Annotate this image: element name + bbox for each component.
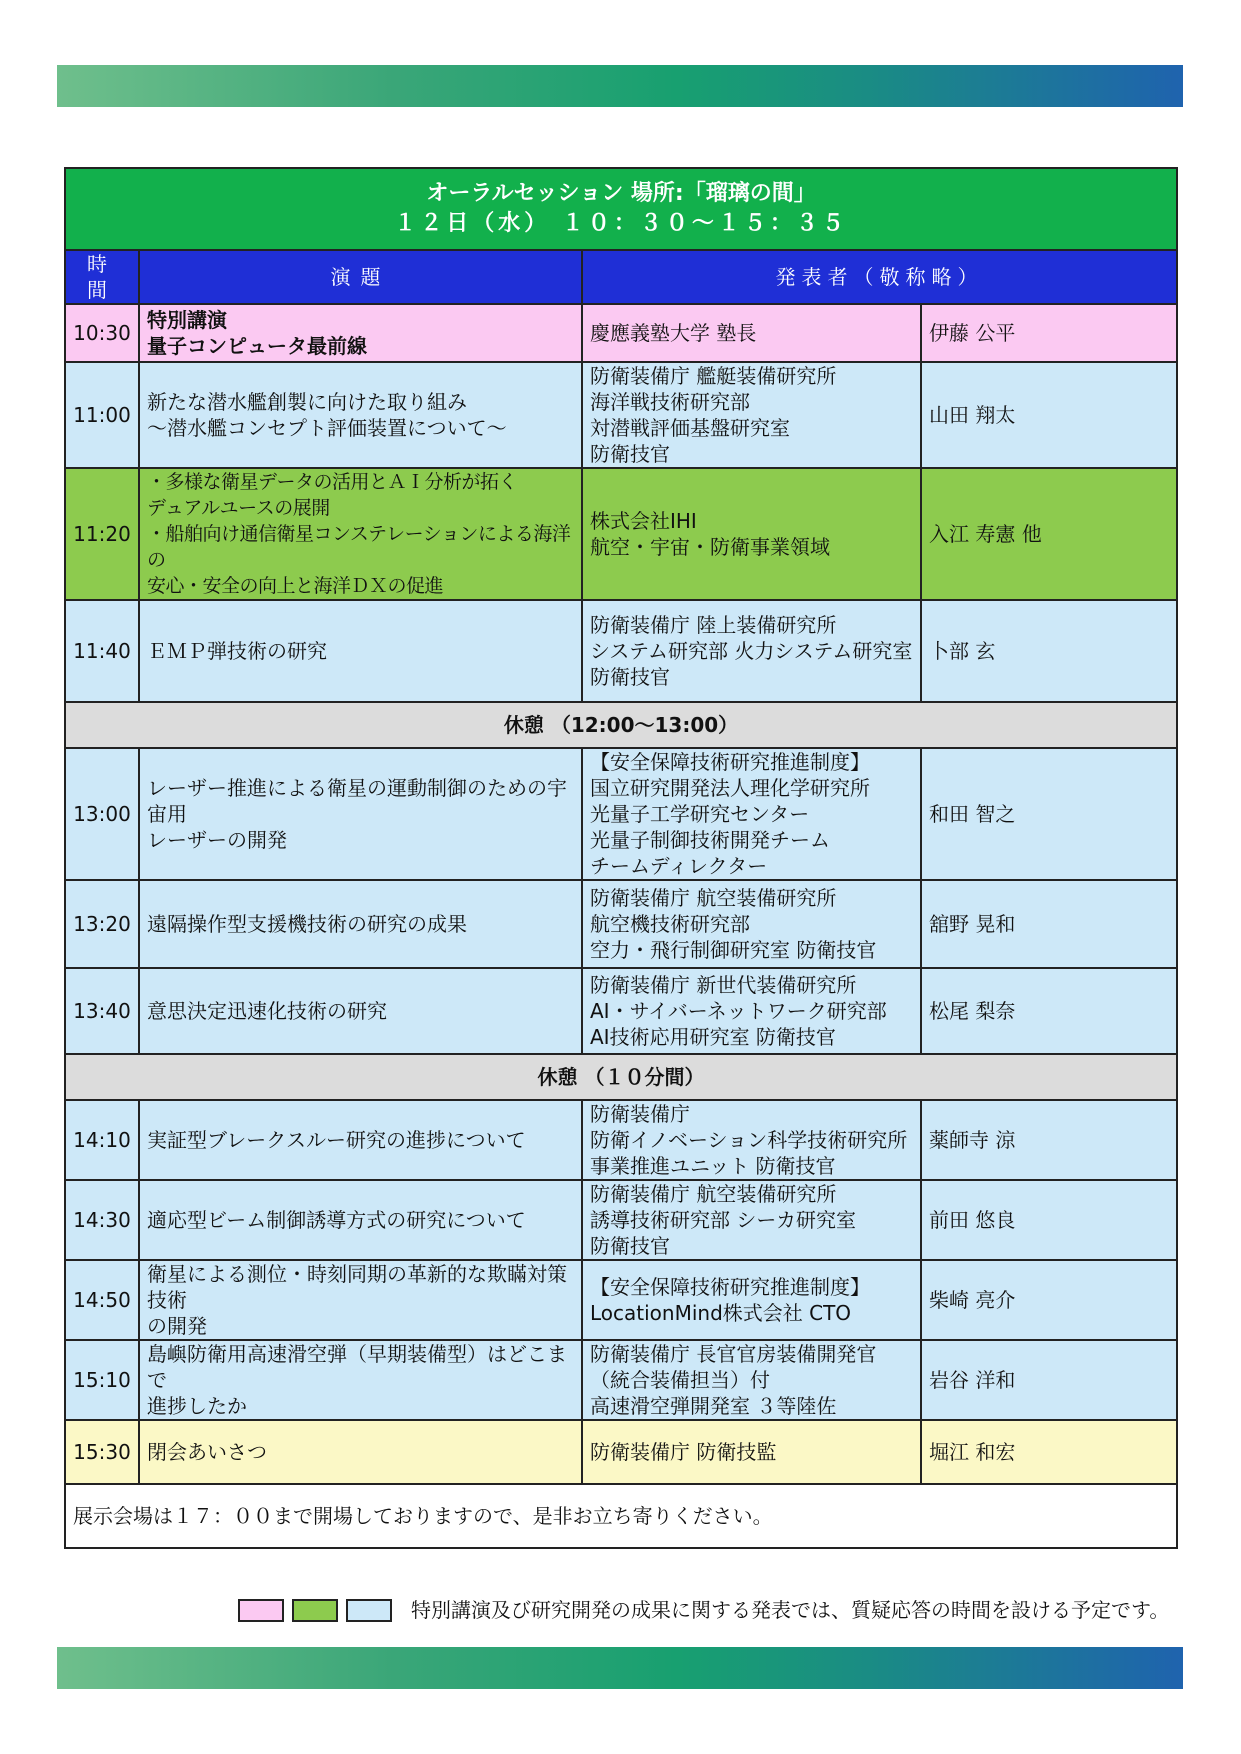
- row-time: 14:30: [65, 1180, 139, 1260]
- row-title: 衛星による測位・時刻同期の革新的な欺瞞対策技術 の開発: [139, 1260, 582, 1340]
- row-speaker-name: 岩谷 洋和: [921, 1340, 1177, 1420]
- column-header-title: 演題: [139, 250, 582, 304]
- break-label: 休憩 （12:00～13:00）: [65, 702, 1177, 748]
- row-title: 適応型ビーム制御誘導方式の研究について: [139, 1180, 582, 1260]
- session-title-row: [65, 168, 1177, 250]
- table-row: [65, 304, 1177, 362]
- session-title: [65, 168, 1177, 250]
- row-affiliation: 【安全保障技術研究推進制度】 国立研究開発法人理化学研究所 光量子工学研究センター 光量子制御技術開発チーム チームディレクター: [582, 748, 921, 880]
- row-speaker-name: 松尾 梨奈: [921, 968, 1177, 1054]
- column-header-row: [65, 250, 1177, 304]
- row-time: 11:00: [65, 362, 139, 468]
- row-affiliation: 【安全保障技術研究推進制度】 LocationMind株式会社 CTO: [582, 1260, 921, 1340]
- row-title: 意思決定迅速化技術の研究: [139, 968, 582, 1054]
- row-time: 15:10: [65, 1340, 139, 1420]
- column-header-time: 時間: [65, 250, 139, 304]
- row-title: 遠隔操作型支援機技術の研究の成果: [139, 880, 582, 968]
- row-speaker-name: 卜部 玄: [921, 600, 1177, 702]
- row-affiliation: 株式会社IHI 航空・宇宙・防衛事業領域: [582, 468, 921, 600]
- row-title: レーザー推進による衛星の運動制御のための宇宙用 レーザーの開発: [139, 748, 582, 880]
- row-speaker-name: 舘野 晃和: [921, 880, 1177, 968]
- row-title: 島嶼防衛用高速滑空弾（早期装備型）はどこまで 進捗したか: [139, 1340, 582, 1420]
- row-time: 11:40: [65, 600, 139, 702]
- table-row: [65, 600, 1177, 702]
- table-row: [65, 1340, 1177, 1420]
- table-row: [65, 1180, 1177, 1260]
- table-row: [65, 1260, 1177, 1340]
- break-row: [65, 702, 1177, 748]
- row-affiliation: 防衛装備庁 防衛技監: [582, 1420, 921, 1484]
- exhibit-note: 展示会場は１７：００まで開場しておりますので、是非お立ち寄りください。: [65, 1484, 1177, 1548]
- table-row: [65, 880, 1177, 968]
- column-header-speaker: 発表者（敬称略）: [582, 250, 1177, 304]
- legend-text: 特別講演及び研究開発の成果に関する発表では、質疑応答の時間を設ける予定です。: [411, 1598, 1170, 1622]
- row-time: 11:20: [65, 468, 139, 600]
- table-row: [65, 1100, 1177, 1180]
- row-speaker-name: 伊藤 公平: [921, 304, 1177, 362]
- table-row: [65, 968, 1177, 1054]
- table-row: [65, 468, 1177, 600]
- row-affiliation: 慶應義塾大学 塾長: [582, 304, 921, 362]
- break-label: 休憩 （１０分間）: [65, 1054, 1177, 1100]
- row-time: 14:10: [65, 1100, 139, 1180]
- note-row: [65, 1484, 1177, 1548]
- table-row: [65, 748, 1177, 880]
- row-speaker-name: 薬師寺 涼: [921, 1100, 1177, 1180]
- row-title: 新たな潜水艦創製に向けた取り組み ～潜水艦コンセプト評価装置について～: [139, 362, 582, 468]
- row-title: ・多様な衛星データの活用とＡＩ分析が拓く デュアルユースの展開 ・船舶向け通信衛星コンステレーションによる海洋の 安心・安全の向上と海洋ＤＸの促進: [139, 468, 582, 600]
- row-speaker-name: 堀江 和宏: [921, 1420, 1177, 1484]
- bottom-gradient-band: [57, 1647, 1183, 1689]
- table-row: [65, 1420, 1177, 1484]
- row-affiliation: 防衛装備庁 新世代装備研究所 AI・サイバーネットワーク研究部 AI技術応用研究室 防衛技官: [582, 968, 921, 1054]
- legend-swatch-pink: [238, 1599, 284, 1622]
- row-affiliation: 防衛装備庁 艦艇装備研究所 海洋戦技術研究部 対潜戦評価基盤研究室 防衛技官: [582, 362, 921, 468]
- session-title-line2: １２日（水） １０：３０～１５：３５: [394, 211, 848, 236]
- row-time: 13:00: [65, 748, 139, 880]
- row-affiliation: 防衛装備庁 長官官房装備開発官 （統合装備担当）付 高速滑空弾開発室 ３等陸佐: [582, 1340, 921, 1420]
- row-affiliation: 防衛装備庁 航空装備研究所 航空機技術研究部 空力・飛行制御研究室 防衛技官: [582, 880, 921, 968]
- legend-swatch-green: [292, 1599, 338, 1622]
- row-time: 13:40: [65, 968, 139, 1054]
- row-speaker-name: 入江 寿憲 他: [921, 468, 1177, 600]
- row-time: 13:20: [65, 880, 139, 968]
- row-speaker-name: 前田 悠良: [921, 1180, 1177, 1260]
- break-row: [65, 1054, 1177, 1100]
- row-title: 特別講演 量子コンピュータ最前線: [139, 304, 582, 362]
- row-time: 15:30: [65, 1420, 139, 1484]
- row-title: 実証型ブレークスルー研究の進捗について: [139, 1100, 582, 1180]
- row-title: ＥＭＰ弾技術の研究: [139, 600, 582, 702]
- row-speaker-name: 山田 翔太: [921, 362, 1177, 468]
- top-gradient-band: [57, 65, 1183, 107]
- program-table: [64, 167, 1178, 1549]
- table-row: [65, 362, 1177, 468]
- session-title-line1: オーラルセッション 場所:「瑠璃の間」: [426, 181, 816, 206]
- row-affiliation: 防衛装備庁 防衛イノベーション科学技術研究所 事業推進ユニット 防衛技官: [582, 1100, 921, 1180]
- row-speaker-name: 和田 智之: [921, 748, 1177, 880]
- row-affiliation: 防衛装備庁 陸上装備研究所 システム研究部 火力システム研究室 防衛技官: [582, 600, 921, 702]
- legend-swatch-blue: [346, 1599, 392, 1622]
- row-time: 14:50: [65, 1260, 139, 1340]
- row-speaker-name: 柴崎 亮介: [921, 1260, 1177, 1340]
- row-time: 10:30: [65, 304, 139, 362]
- row-affiliation: 防衛装備庁 航空装備研究所 誘導技術研究部 シーカ研究室 防衛技官: [582, 1180, 921, 1260]
- row-title: 閉会あいさつ: [139, 1420, 582, 1484]
